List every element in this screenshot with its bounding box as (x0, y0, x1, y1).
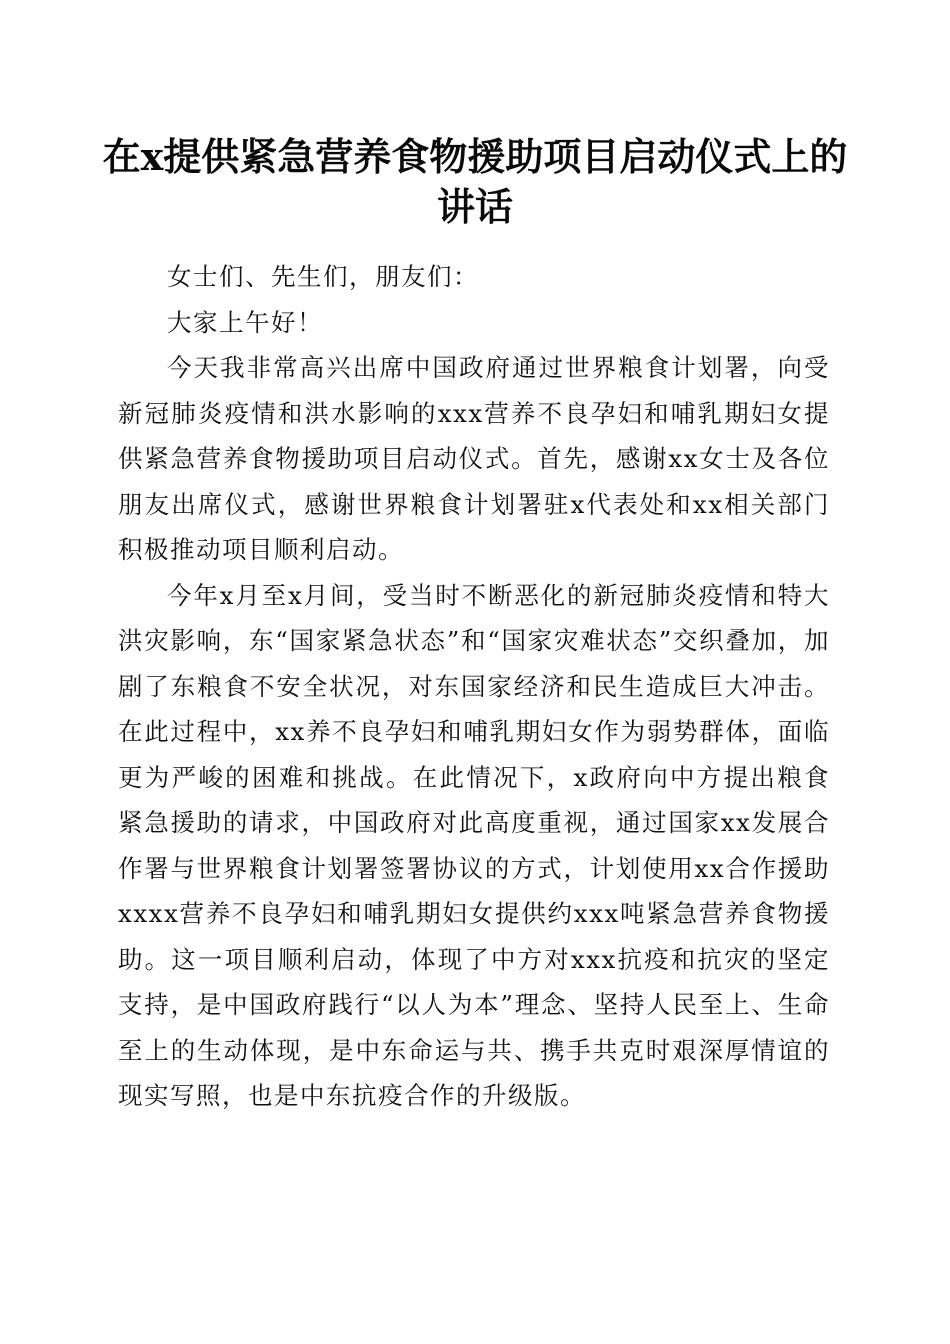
paragraph-greeting: 大家上午好！ (167, 307, 323, 337)
paragraph-background: 今年x月至x月间，受当时不断恶化的新冠肺炎疫情和特大洪灾影响，东“国家紧急状态”和“国家灾难状态”交织叠加，加剧了东粮食不安全状况，对东国家经济和民生造成巨大冲击。在此过程中，xx养不良孕妇和哺乳期妇女作为弱势群体，面临更为严峻的困难和挑战。在此情况下，x政府向中方提出粮食紧急援助的请求，中国政府对此高度重视，通过国家xx发展合作署与世界粮食计划署签署协议的方式，计划使用xx合作援助xxxx营养不良孕妇和哺乳期妇女提供约xxx吨紧急营养食物援助。这一项目顺利启动，体现了中方对xxx抗疫和抗灾的坚定支持，是中国政府践行“以人为本”理念、坚持人民至上、生命至上的生动体现，是中东命运与共、携手共克时艰深厚情谊的现实写照，也是中东抗疫合作的升级版。 (118, 580, 830, 1110)
document-body (118, 254, 830, 1119)
paragraph-intro: 今天我非常高兴出席中国政府通过世界粮食计划署，向受新冠肺炎疫情和洪水影响的xxx营养不良孕妇和哺乳期妇女提供紧急营养食物援助项目启动仪式。首先，感谢xx女士及各位朋友出席仪式，感谢世界粮食计划署驻x代表处和xx相关部门积极推动项目顺利启动。 (118, 353, 830, 564)
document-title: 在x提供紧急营养食物援助项目启动仪式上的讲话 (102, 134, 848, 229)
paragraph-salutation: 女士们、先生们，朋友们： (167, 262, 479, 291)
